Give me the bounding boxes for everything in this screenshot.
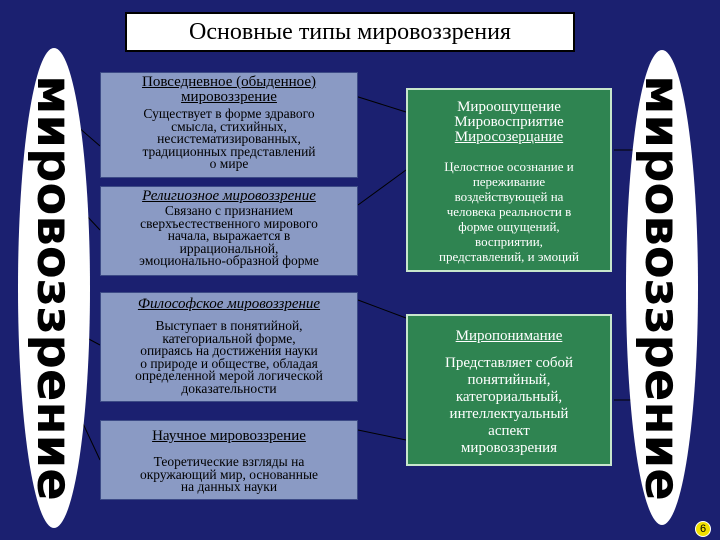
- understanding-heading: Миропонимание: [455, 328, 563, 344]
- philosophical-worldview-box: [100, 292, 358, 402]
- page-number: 6: [699, 523, 707, 535]
- philosophical-body-line: категориальной форме,: [162, 330, 296, 346]
- religious-body-line: эмоционально-образной форме: [139, 253, 319, 268]
- philosophical-body-line: доказательности: [181, 380, 277, 396]
- scientific-heading: Научное мировоззрение: [152, 428, 306, 444]
- philosophical-body-line: о природе и обществе, обладая: [140, 355, 318, 371]
- understanding-box: [406, 314, 612, 466]
- religious-body-line: сверхъестественного мирового: [140, 215, 318, 231]
- scientific-worldview-box: [100, 420, 358, 500]
- everyday-heading-line2: мировоззрение: [181, 89, 277, 105]
- philosophical-body-line: определенной мерой логической: [135, 368, 323, 383]
- philosophical-heading: Философское мировоззрение: [137, 296, 321, 312]
- perception-body-line: представлений, и эмоций: [439, 249, 579, 264]
- connector-scientific-to-green-bottom: [358, 430, 406, 440]
- perception-box: [406, 88, 612, 272]
- understanding-body-line: интеллектуальный: [449, 406, 569, 422]
- scientific-body-line: на данных науки: [180, 479, 278, 494]
- everyday-body-line: несистематизированных,: [157, 131, 301, 146]
- religious-body-line: начала, выражается в: [167, 228, 291, 243]
- understanding-body-line: мировоззрения: [460, 440, 558, 456]
- right-side-word: мировоззрение: [634, 75, 690, 501]
- everyday-body-line: Существует в форме здравого: [143, 106, 315, 121]
- left-side-word: мировоззрение: [26, 75, 82, 501]
- perception-heading: Мироощущение: [457, 99, 561, 115]
- perception-body-line: Целостное осознание и: [444, 159, 574, 174]
- everyday-body-line: о мире: [209, 156, 249, 171]
- connector-religious-to-green-top: [358, 170, 406, 205]
- perception-body-line: переживание: [472, 174, 546, 189]
- page-number-badge: [695, 521, 711, 537]
- everyday-body-line: традиционных представлений: [142, 143, 316, 159]
- religious-worldview-box: [100, 186, 358, 276]
- everyday-heading-line1: Повседневное (обыденное): [141, 74, 317, 90]
- perception-body-line: воздействующей на: [454, 189, 564, 204]
- connector-philosophical-to-green-bottom: [358, 300, 406, 318]
- scientific-body-line: окружающий мир, основанные: [139, 466, 319, 482]
- perception-body-line: восприятии,: [475, 234, 543, 249]
- perception-body-line: человека реальности в: [446, 204, 572, 219]
- everyday-worldview-box: [100, 72, 358, 178]
- religious-body-line: Связано с признанием: [164, 203, 294, 218]
- philosophical-body-line: опираясь на достижения науки: [140, 343, 318, 358]
- connector-everyday-to-green-top: [352, 95, 406, 112]
- understanding-body-line: категориальный,: [455, 389, 563, 405]
- religious-heading: Религиозное мировоззрение: [142, 188, 316, 204]
- everyday-body-line: смысла, стихийных,: [171, 118, 287, 134]
- religious-body-line: иррациональной,: [179, 240, 279, 256]
- page-title: [125, 12, 575, 52]
- scientific-body-line: Теоретические взгляды на: [153, 454, 305, 469]
- perception-heading: Миросозерцание: [454, 129, 564, 145]
- understanding-body-line: аспект: [488, 423, 530, 439]
- perception-body-line: форме ощущений,: [458, 219, 560, 234]
- page-title-text: Основные типы мировоззрения: [189, 18, 511, 45]
- understanding-body-line: понятийный,: [467, 372, 551, 388]
- perception-heading: Мировосприятие: [454, 114, 564, 130]
- understanding-body-line: Представляет собой: [444, 355, 574, 371]
- philosophical-body-line: Выступает в понятийной,: [155, 318, 303, 333]
